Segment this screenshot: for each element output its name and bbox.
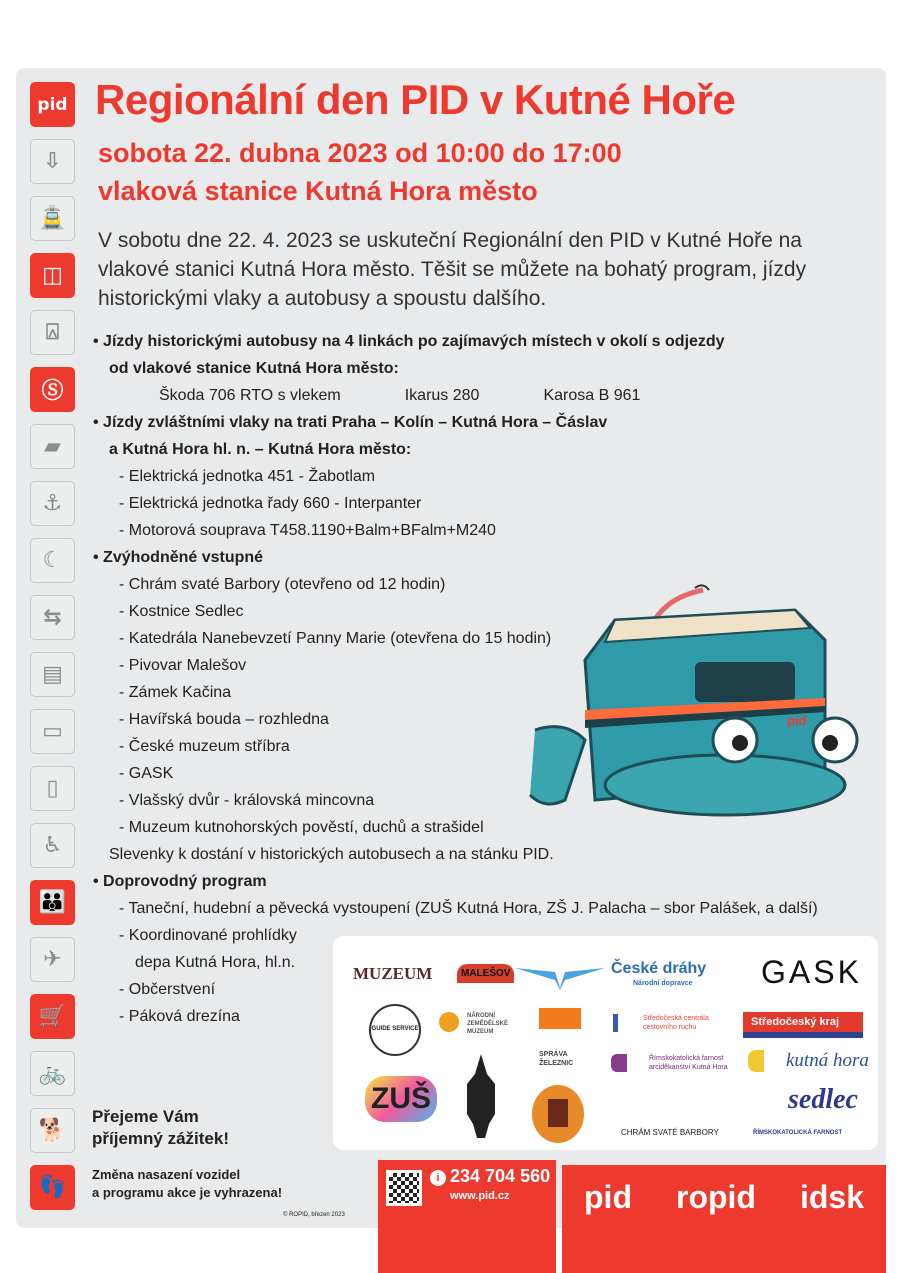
copyright: © ROPID, březen 2023 [283, 1212, 345, 1218]
entry-item: - Vlašský dvůr - královská mincovna [119, 792, 375, 809]
entry-item: - GASK [119, 765, 174, 782]
s-train-icon: Ⓢ [30, 367, 75, 412]
bus-heading-2: od vlakové stanice Kutná Hora město: [109, 360, 399, 377]
wish-line-2: příjemný zážitek! [92, 1129, 229, 1148]
poster-title: Regionální den PID v Kutné Hoře [95, 76, 736, 123]
funicular-icon: ▰ [30, 424, 75, 469]
transport-icon-column [30, 82, 75, 1222]
program-heading: Doprovodný program [103, 873, 267, 890]
park-and-ride-icon: ⇆ [30, 595, 75, 640]
program-item: - Taneční, hudební a pěvecká vystoupení (ZUŠ Kutná Hora, ZŠ J. Palacha – sbor Palášek, a další) [119, 900, 818, 917]
logo-havirska-bouda [531, 1084, 586, 1144]
bus-icon: ◫ [30, 253, 75, 298]
bus-item: Škoda 706 RTO s vlekem [159, 387, 341, 404]
ferry-anchor-icon: ⚓ [30, 481, 75, 526]
contact-box [378, 1160, 556, 1273]
train-heading: Jízdy zvláštními vlaky na trati Praha – Kolín – Kutná Hora – Čáslav [103, 414, 608, 431]
logo-wings [515, 958, 605, 992]
logo-zus: ZUŠ [365, 1076, 437, 1122]
logo-barbora: CHRÁM SVATÉ BARBORY [621, 1128, 719, 1137]
partner-logos [333, 936, 878, 1150]
program-item-cont: depa Kutná Hora, hl.n. [135, 954, 296, 971]
entry-item: - České muzeum stříbra [119, 738, 290, 755]
phone-number[interactable]: 234 704 560 [450, 1166, 551, 1186]
brand-strip [562, 1165, 886, 1273]
bus-item: Karosa B 961 [543, 387, 641, 404]
logo-tower [461, 1054, 501, 1139]
entry-note: Slevenky k dostání v historických autobusech a na stánku PID. [109, 846, 554, 863]
date-line: sobota 22. dubna 2023 od 10:00 do 17:00 [98, 138, 622, 168]
change-note-2: a programu akce je vyhrazena! [92, 1185, 283, 1200]
qr-code[interactable] [386, 1170, 422, 1206]
card-icon: ▭ [30, 709, 75, 754]
program-list: • Jízdy historickými autobusy na 4 linkách po zajímavých místech v okolí s odjezdy od vlakové stanice Kutná Hora město: Škoda 706 RTO s vlekem Ikarus 280 Karosa B 961 • Jízdy zvláštními vlaky na trati Praha – Kolín – Kutná Hora – Čáslav a Kutná Hora hl. n. – Kutná Hora město: - Elektrická jednotka 451 - Žabotlam - Elektrická jednotka řady 660 - Interpanter - Motorová souprava T458.1190+Balm+BFalm+M240 • Zvýhodněné vstupné - Chrám svaté Barbory (otevřeno od 12 hodin) - Kostnice Sedlec - Katedrála Nanebevzetí Panny Marie (otevřena do 15 hodin) - Pivovar Malešov - Zámek Kačina - Havířská bouda – rozhledna - České muzeum stříbra - GASK - Vlašský dvůr - královská mincovna - Muzeum kutnohorských pověstí, duchů a strašidel Slevenky k dostání v historických autobusech a na stánku PID. • Doprovodný program - Taneční, hudební a pěvecká vystoupení (ZUŠ Kutná Hora, ZŠ J. Palacha – sbor Palášek, a další) - Koordinované prohlídky depa Kutná Hora, hl.n. - Občerstvení - Páková drezína [93, 328, 883, 1030]
logo-scc: Středočeská centrála cestovního ruchu [613, 1014, 733, 1032]
footsteps-icon: 👣 [30, 1165, 75, 1210]
stroller-icon: 🛒 [30, 994, 75, 1039]
mobile-icon: ▯ [30, 766, 75, 811]
train-item: - Elektrická jednotka 451 - Žabotlam [119, 468, 376, 485]
logo-malesov: MALEŠOV [457, 964, 514, 983]
bus-item: Ikarus 280 [404, 387, 480, 404]
entry-item: - Zámek Kačina [119, 684, 232, 701]
train-item: - Motorová souprava T458.1190+Balm+BFalm+M240 [119, 522, 496, 539]
entry-item: - Muzeum kutnohorských pověstí, duchů a strašidel [119, 819, 484, 836]
dog-icon: 🐕 [30, 1108, 75, 1153]
family-icon: 👪 [30, 880, 75, 925]
entry-item: - Chrám svaté Barbory (otevřeno od 12 hodin) [119, 576, 446, 593]
place-line: vlaková stanice Kutná Hora město [98, 176, 538, 206]
trolleybus-icon: ⍓ [30, 310, 75, 355]
logo-szc: SPRÁVA ŽELEZNIC [539, 1008, 581, 1068]
entry-item: - Kostnice Sedlec [119, 603, 244, 620]
brand-idsk: idsk [799, 1179, 864, 1215]
tram-icon: 🚊 [30, 196, 75, 241]
entry-heading: Zvýhodněné vstupné [103, 549, 264, 566]
entry-item: - Havířská bouda – rozhledna [119, 711, 329, 728]
bus-heading: Jízdy historickými autobusy na 4 linkách po zajímavých místech v okolí s odjezdy [103, 333, 725, 350]
frog-train-illustration [525, 580, 875, 830]
logo-kutna-hora: kutná hora [748, 1050, 869, 1072]
change-note-1: Změna nasazení vozidel [92, 1167, 241, 1182]
ticket-machine-icon: ▤ [30, 652, 75, 697]
logo-cd: České dráhy [611, 960, 707, 977]
wheelchair-icon: ♿ [30, 823, 75, 868]
metro-icon: ⇩ [30, 139, 75, 184]
night-icon: ☾ [30, 538, 75, 583]
train-pid-logo: pid [787, 713, 807, 728]
logo-guide: GUIDE SERVICE [369, 1004, 421, 1056]
logo-muzeum: MUZEUM [353, 964, 433, 983]
entry-item: - Katedrála Nanebevzetí Panny Marie (otevřena do 15 hodin) [119, 630, 552, 647]
brand-pid: pid [584, 1179, 632, 1215]
bike-icon: 🚲 [30, 1051, 75, 1096]
train-heading-2: a Kutná Hora hl. n. – Kutná Hora město: [109, 441, 412, 458]
plane-icon: ✈ [30, 937, 75, 982]
logo-cd-sub: Národní dopravce [633, 980, 693, 987]
pid-logo-icon: pid [30, 82, 75, 127]
wish-line-1: Přejeme Vám [92, 1107, 199, 1126]
intro-text: V sobotu dne 22. 4. 2023 se uskuteční Regionální den PID v Kutné Hoře na vlakové stanici Kutná Hora město. Těšit se můžete na bohatý program, jízdy historickými vlaky a autobusy a spoustu dalšího. [98, 229, 807, 310]
program-item: - Páková drezína [119, 1008, 240, 1025]
logo-nzm: NÁRODNÍ ZEMĚDĚLSKÉ MUZEUM [439, 1012, 531, 1036]
logo-kraj: Středočeský kraj [743, 1012, 863, 1038]
train-item: - Elektrická jednotka řady 660 - Interpanter [119, 495, 422, 512]
logo-gask: GASK [761, 954, 862, 990]
logo-farnost: Římskokatolická farnost arciděkanství Kutná Hora [611, 1054, 736, 1072]
brand-ropid: ropid [675, 1179, 756, 1215]
website-link[interactable]: www.pid.cz [450, 1190, 510, 1202]
logo-sedlec: sedlec [788, 1084, 858, 1115]
program-item: - Občerstvení [119, 981, 216, 998]
info-icon: i [430, 1170, 446, 1186]
program-item: - Koordinované prohlídky [119, 927, 297, 944]
logo-sedlec-sub: ŘÍMSKOKATOLICKÁ FARNOST [753, 1130, 843, 1136]
entry-item: - Pivovar Malešov [119, 657, 247, 674]
